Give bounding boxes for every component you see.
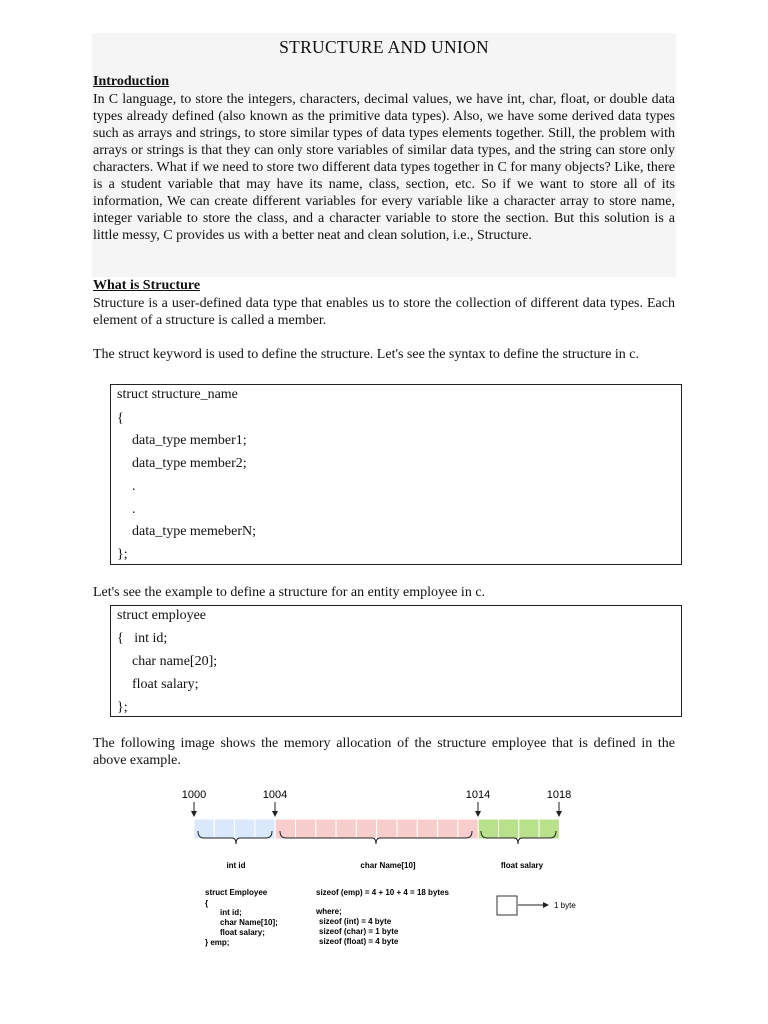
- code-line: struct employee: [117, 608, 207, 623]
- page-title: STRUCTURE AND UNION: [279, 37, 489, 57]
- syntax-code-box: [110, 384, 682, 565]
- address-label: 1014: [465, 789, 491, 801]
- where-label: where;: [316, 907, 342, 916]
- code-line: {: [117, 411, 124, 426]
- diagram-code-line: int id;: [220, 908, 242, 917]
- memory-byte-cell: [316, 819, 336, 839]
- memory-byte-cell: [499, 819, 519, 839]
- segment-label: float salary: [500, 861, 544, 870]
- byte-legend-label: 1 byte: [554, 901, 576, 910]
- memory-allocation-text: The following image shows the memory allocation of the structure employee that is defined in the above example.: [93, 736, 675, 768]
- memory-byte-cell: [458, 819, 478, 839]
- example-code-box: [110, 605, 682, 717]
- struct-keyword-text: The struct keyword is used to define the structure. Let's see the syntax to define the structure in c.: [93, 347, 640, 362]
- memory-allocation-diagram: [0, 780, 768, 960]
- code-line: char name[20];: [132, 654, 218, 669]
- memory-byte-cell: [397, 819, 417, 839]
- memory-byte-cell: [214, 819, 234, 839]
- memory-byte-cell: [255, 819, 275, 839]
- intro-heading: Introduction: [93, 74, 169, 89]
- address-label: 1004: [262, 789, 288, 801]
- segment-label: int id: [226, 861, 246, 870]
- structure-definition: Structure is a user-defined data type that enables us to store the collection of different data types. Each element of a structure is called a member.: [93, 296, 675, 328]
- memory-byte-cell: [296, 819, 316, 839]
- code-line: struct structure_name: [117, 387, 238, 402]
- memory-byte-cell: [539, 819, 559, 839]
- sizeof-total: sizeof (emp) = 4 + 10 + 4 = 18 bytes: [316, 888, 449, 897]
- memory-byte-cell: [194, 819, 214, 839]
- code-line: data_type member1;: [132, 433, 247, 448]
- segment-label: char Name[10]: [360, 861, 416, 870]
- code-line: { int id;: [117, 631, 168, 646]
- code-line: data_type member2;: [132, 456, 247, 471]
- code-line: };: [117, 700, 128, 715]
- sizeof-char: sizeof (char) = 1 byte: [319, 927, 399, 936]
- address-label: 1018: [546, 789, 572, 801]
- diagram-code-line: float salary;: [220, 928, 265, 937]
- sizeof-float: sizeof (float) = 4 byte: [319, 937, 399, 946]
- memory-byte-cell: [438, 819, 458, 839]
- example-intro-text: Let's see the example to define a structure for an entity employee in c.: [93, 585, 486, 600]
- code-line: .: [132, 502, 136, 517]
- memory-byte-cell: [235, 819, 255, 839]
- sizeof-int: sizeof (int) = 4 byte: [319, 917, 392, 926]
- code-line: float salary;: [132, 677, 199, 692]
- memory-byte-cell: [377, 819, 397, 839]
- diagram-code-line: char Name[10];: [220, 918, 278, 927]
- diagram-code-line: {: [205, 899, 209, 908]
- memory-byte-cell: [519, 819, 539, 839]
- code-line: .: [132, 479, 136, 494]
- memory-cells: [194, 819, 559, 839]
- intro-paragraph: In C language, to store the integers, characters, decimal values, we have int, char, float, or double data types already defined (also known as the primitive data types). Also, we have some derived data types such as arrays and strings, to store similar types of data types elements together. Still, the problem with arrays or strings is that they can only store variables of similar data types, and the string can store only characters. What if we need to store two different data types together in C for many objects? Like, there is a student variable that may have its name, class, section, etc. So if we want to store all of its information, We can create different variables for every variable like a character array to store name, integer variable to store the class, and a character variable to store the section. But this solution is a little messy, C provides us with a better neat and clean solution, i.e., Structure.: [93, 92, 675, 243]
- memory-byte-cell: [417, 819, 437, 839]
- diagram-code-line: struct Employee: [205, 888, 268, 897]
- memory-byte-cell: [336, 819, 356, 839]
- structure-heading: What is Structure: [93, 278, 201, 293]
- code-line: data_type memeberN;: [132, 524, 257, 539]
- byte-legend-box: [497, 896, 517, 915]
- code-line: };: [117, 547, 128, 562]
- address-label: 1000: [181, 789, 207, 801]
- memory-byte-cell: [275, 819, 295, 839]
- memory-byte-cell: [478, 819, 498, 839]
- diagram-code-line: } emp;: [205, 938, 230, 947]
- memory-byte-cell: [356, 819, 376, 839]
